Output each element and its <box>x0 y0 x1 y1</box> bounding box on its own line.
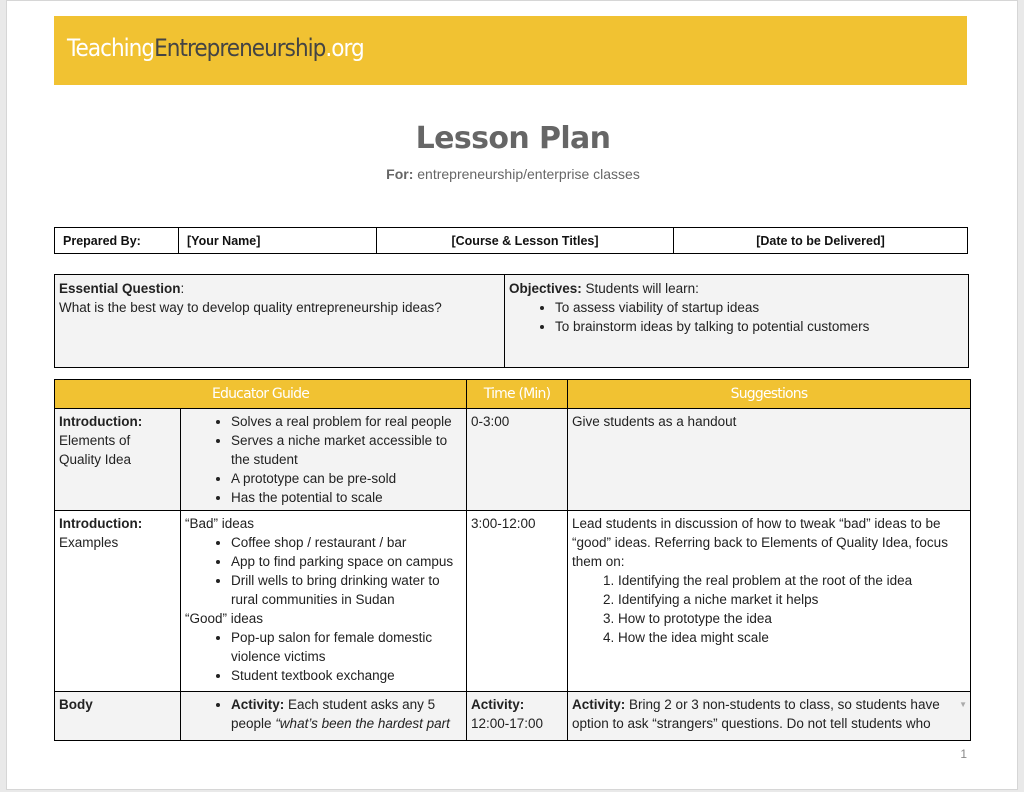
objective-item: • To brainstorm ideas by talking to potential customers <box>555 317 964 336</box>
objectives-list <box>509 298 964 336</box>
essential-question-label: Essential Question <box>59 281 181 296</box>
row-label: Introduction: <box>59 414 143 429</box>
page-title: Lesson Plan <box>415 121 611 156</box>
prepared-by-label: Prepared By: <box>55 228 179 254</box>
list-item: • Student textbook exchange <box>231 666 462 685</box>
row-sublabel: Examples <box>59 535 119 550</box>
essential-question-cell[interactable] <box>55 275 505 368</box>
brand-logo <box>67 34 364 62</box>
good-ideas-heading: “Good” ideas <box>185 611 264 626</box>
time-cell[interactable]: 0-3:00 <box>467 409 568 511</box>
list-item: • Coffee shop / restaurant / bar <box>231 533 462 552</box>
activity-quote: “what’s been the hardest part <box>275 716 450 731</box>
educator-guide-cell[interactable] <box>181 409 467 511</box>
suggestion-cell[interactable] <box>568 511 971 692</box>
essential-question-text: What is the best way to develop quality entrepreneurship ideas? <box>59 300 442 315</box>
bad-ideas-list <box>185 533 462 609</box>
objectives-cell[interactable] <box>505 275 969 368</box>
focus-steps-list <box>572 571 966 647</box>
lesson-plan-table <box>54 379 971 741</box>
row-label-cell[interactable] <box>55 692 181 741</box>
brand-part-1: Teaching <box>67 34 155 62</box>
quality-idea-list <box>185 412 462 507</box>
list-item: • Has the potential to scale <box>231 488 462 507</box>
time-activity-label: Activity: <box>471 697 525 712</box>
activity-label: Activity: <box>231 697 285 712</box>
objective-item: • To assess viability of startup ideas <box>555 298 964 317</box>
objectives-intro: Students will learn: <box>585 281 699 296</box>
time-cell[interactable]: 3:00-12:00 <box>467 511 568 692</box>
header-suggestions: Suggestions <box>568 380 971 409</box>
list-item: • Pop-up salon for female domestic violence victims <box>231 628 462 666</box>
educator-guide-cell[interactable] <box>181 511 467 692</box>
time-value: 12:00-17:00 <box>471 716 544 731</box>
list-item: 4. How the idea might scale <box>618 628 966 647</box>
document-page <box>6 0 1018 790</box>
bad-ideas-heading: “Bad” ideas <box>185 516 255 531</box>
subtitle-label: For: <box>386 166 414 182</box>
prepared-by-name[interactable]: [Your Name] <box>179 228 377 254</box>
header-banner <box>54 16 967 85</box>
essential-question-colon: : <box>180 281 185 296</box>
prepared-by-table <box>54 227 968 254</box>
list-item: • A prototype can be pre-sold <box>231 469 462 488</box>
activity-list <box>185 695 462 733</box>
suggestion-cell[interactable]: Give students as a handout <box>568 409 971 511</box>
question-objectives-table <box>54 274 969 368</box>
educator-guide-cell[interactable] <box>181 692 467 741</box>
row-label: Body <box>59 697 93 712</box>
table-row <box>55 511 971 692</box>
table-row <box>55 692 971 741</box>
time-cell[interactable] <box>467 692 568 741</box>
list-item <box>231 695 462 733</box>
objectives-label: Objectives: <box>509 281 582 296</box>
page-subtitle <box>7 166 1019 182</box>
suggestion-text: Bring 2 or 3 non-students to class, so students have option to ask “strangers” questions. Do not tell students who <box>572 697 940 731</box>
header-time: Time (Min) <box>467 380 568 409</box>
row-sublabel: Elements of Quality Idea <box>59 433 132 467</box>
brand-part-3: .org <box>325 34 364 62</box>
good-ideas-list <box>185 628 462 685</box>
list-item: • App to find parking space on campus <box>231 552 462 571</box>
table-row <box>55 409 971 511</box>
subtitle-text: entrepreneurship/enterprise classes <box>417 166 640 182</box>
header-educator-guide: Educator Guide <box>55 380 467 409</box>
row-label-cell[interactable] <box>55 409 181 511</box>
row-label-cell[interactable] <box>55 511 181 692</box>
list-item: • Drill wells to bring drinking water to rural communities in Sudan <box>231 571 462 609</box>
suggestion-cell[interactable] <box>568 692 971 741</box>
list-item: 2. Identifying a niche market it helps <box>618 590 966 609</box>
page-number: 1 <box>960 747 967 761</box>
list-item: 1. Identifying the real problem at the root of the idea <box>618 571 966 590</box>
chevron-down-icon[interactable]: ▼ <box>959 700 967 709</box>
activity-text: Each student asks any 5 people <box>231 697 436 731</box>
row-label: Introduction: <box>59 516 143 531</box>
delivery-date[interactable]: [Date to be Delivered] <box>674 228 968 254</box>
list-item: • Solves a real problem for real people <box>231 412 462 431</box>
course-lesson-titles[interactable]: [Course & Lesson Titles] <box>377 228 674 254</box>
suggestion-activity-label: Activity: <box>572 697 626 712</box>
list-item: • Serves a niche market accessible to the student <box>231 431 462 469</box>
suggestion-text: Lead students in discussion of how to tweak “bad” ideas to be “good” ideas. Referring back to Elements of Quality Idea, focus them on: <box>572 516 948 569</box>
list-item: 3. How to prototype the idea <box>618 609 966 628</box>
brand-part-2: Entrepreneurship <box>154 34 326 62</box>
